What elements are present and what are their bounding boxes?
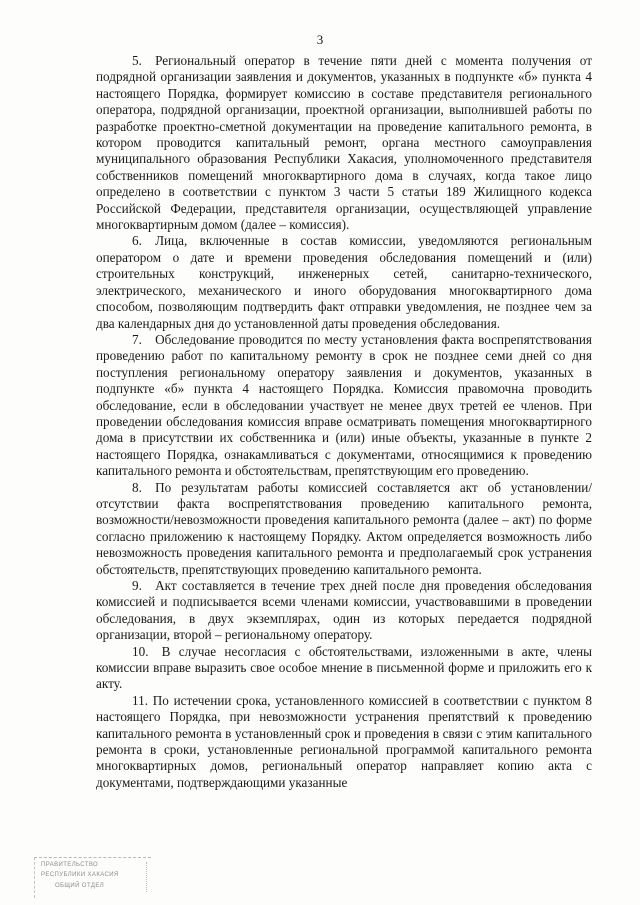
document-body <box>96 53 592 791</box>
paragraph-6: 6. Лица, включенные в состав комиссии, уведомляются региональным оператором о дате и времени проведения обследования помещений и (или) строительных конструкций, инженерных сетей, санитарно-технического, электрического, механического и иного оборудования многоквартирного дома способом, позволяющим подтвердить факт отправки уведомления, не позднее чем за два календарных дня до установленной даты проведения обследования. <box>96 233 592 331</box>
paragraph-9: 9. Акт составляется в течение трех дней после дня проведения обследования комиссией и подписывается всеми членами комиссии, участвовавшими в проведении обследования, в двух экземплярах, один из которых передается подрядной организации, второй – региональному оператору. <box>96 578 592 643</box>
stamp-line-1: ПРАВИТЕЛЬСТВО <box>41 862 99 868</box>
stamp-border-mark <box>140 862 147 892</box>
paragraph-5: 5. Региональный оператор в течение пяти дней с момента получения от подрядной организации заявления и документов, указанных в подпункте «б» пункта 4 настоящего Порядка, формирует комиссию в составе представителя регионального оператора, подрядной организации, проектной организации, выполнившей работы по разработке проектно-сметной документации на проведение капитального ремонта, в котором проводится капитальный ремонт, органа местного самоуправления муниципального образования Республики Хакасия, уполномоченного представителя собственников помещений многоквартирного дома в случаях, когда такое лицо определено в соответствии с пунктом 3 части 5 статьи 189 Жилищного кодекса Российской Федерации, представителя организации, осуществляющей управление многоквартирным домом (далее – комиссия). <box>96 53 592 233</box>
paragraph-11: 11. По истечении срока, установленного комиссией в соответствии с пунктом 8 настоящего Порядка, при невозможности устранения препятствий к проведению капитального ремонта в установленный срок и проведения в связи с этим капитального ремонта в сроки, установленные региональной программой капитального ремонта многоквартирных домов, региональный оператор направляет копию акта с документами, подтверждающими указанные <box>96 692 592 790</box>
stamp-line-2: РЕСПУБЛИКИ ХАКАСИЯ <box>41 872 119 878</box>
page-number: 3 <box>316 32 324 47</box>
paragraph-10: 10. В случае несогласия с обстоятельствами, изложенными в акте, члены комиссии вправе выразить свое особое мнение в письменной форме и приложить его к акту. <box>96 643 592 692</box>
stamp-line-3: ОБЩИЙ ОТДЕЛ <box>55 883 105 889</box>
registration-stamp <box>34 857 151 898</box>
paragraph-7: 7. Обследование проводится по месту установления факта воспрепятствования проведению работ по капитальному ремонту в срок не позднее семи дней со дня поступления региональному оператору заявления и документов, указанных в подпункте «б» пункта 4 настоящего Порядка. Комиссия правомочна проводить обследование, если в обследовании участвует не менее двух третей ее членов. При проведении обследования комиссия вправе осматривать помещения многоквартирного дома в присутствии их собственника и (или) иные объекты, указанные в пункте 2 настоящего Порядка, ознакамливаться с документами, относящимися к проведению капитального ремонта и обстоятельствам, препятствующим его проведению. <box>96 331 592 479</box>
paragraph-8: 8. По результатам работы комиссией составляется акт об установлении/отсутствии факта воспрепятствования проведению капитального ремонта, возможности/невозможности проведения капитального ремонта (далее – акт) по форме согласно приложению к настоящему Порядку. Актом определяется возможность либо невозможность проведения капитального ремонта и предполагаемый срок устранения обстоятельств, препятствующих проведению капитального ремонта. <box>96 479 592 577</box>
